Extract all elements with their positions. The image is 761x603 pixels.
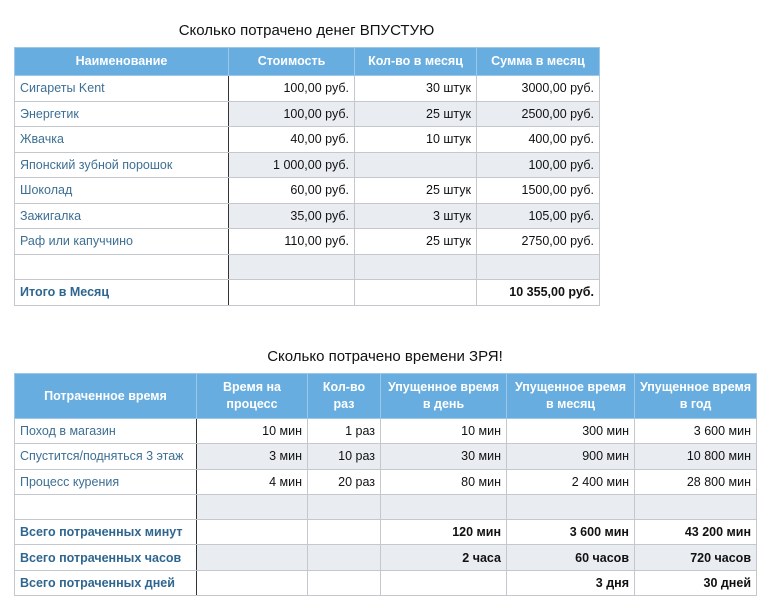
column-header: Упущенное время в месяц bbox=[507, 374, 635, 419]
row-label-cell[interactable]: Поход в магазин bbox=[15, 419, 197, 444]
value-cell[interactable]: 30 дней bbox=[635, 570, 757, 595]
header-row bbox=[15, 48, 600, 76]
value-cell[interactable]: 2 часа bbox=[381, 545, 507, 570]
value-cell[interactable]: 110,00 руб. bbox=[229, 229, 355, 255]
row-label-cell[interactable]: Процесс курения bbox=[15, 469, 197, 494]
value-cell[interactable] bbox=[197, 520, 308, 545]
column-header: Сумма в месяц bbox=[477, 48, 600, 76]
value-cell[interactable]: 60 часов bbox=[507, 545, 635, 570]
row-label-cell[interactable]: Всего потраченных часов bbox=[15, 545, 197, 570]
column-header: Упущенное время в день bbox=[381, 374, 507, 419]
table-row bbox=[15, 229, 600, 255]
row-label-cell[interactable]: Японский зубной порошок bbox=[15, 152, 229, 178]
table-row bbox=[15, 127, 600, 153]
value-cell[interactable] bbox=[197, 570, 308, 595]
value-cell[interactable]: 120 мин bbox=[381, 520, 507, 545]
value-cell[interactable]: 30 штук bbox=[355, 76, 477, 102]
value-cell[interactable]: 3 штук bbox=[355, 203, 477, 229]
value-cell[interactable]: 20 раз bbox=[308, 469, 381, 494]
column-header: Потраченное время bbox=[15, 374, 197, 419]
value-cell[interactable]: 720 часов bbox=[635, 545, 757, 570]
row-label-cell[interactable]: Шоколад bbox=[15, 178, 229, 204]
total-row bbox=[15, 520, 757, 545]
value-cell[interactable] bbox=[381, 494, 507, 519]
value-cell[interactable]: 10 800 мин bbox=[635, 444, 757, 469]
value-cell[interactable]: 3 600 мин bbox=[635, 419, 757, 444]
value-cell[interactable]: 10 штук bbox=[355, 127, 477, 153]
table-row bbox=[15, 444, 757, 469]
value-cell[interactable] bbox=[229, 280, 355, 306]
value-cell[interactable]: 3 дня bbox=[507, 570, 635, 595]
value-cell[interactable]: 1 000,00 руб. bbox=[229, 152, 355, 178]
value-cell[interactable]: 60,00 руб. bbox=[229, 178, 355, 204]
table-row bbox=[15, 494, 757, 519]
value-cell[interactable] bbox=[507, 494, 635, 519]
value-cell[interactable]: 30 мин bbox=[381, 444, 507, 469]
table-row bbox=[15, 76, 600, 102]
total-row bbox=[15, 545, 757, 570]
value-cell[interactable]: 25 штук bbox=[355, 101, 477, 127]
row-label-cell[interactable]: Спустится/подняться 3 этаж bbox=[15, 444, 197, 469]
value-cell[interactable]: 28 800 мин bbox=[635, 469, 757, 494]
value-cell[interactable]: 4 мин bbox=[197, 469, 308, 494]
value-cell[interactable] bbox=[197, 494, 308, 519]
value-cell[interactable] bbox=[635, 494, 757, 519]
value-cell[interactable]: 3 мин bbox=[197, 444, 308, 469]
value-cell[interactable]: 25 штук bbox=[355, 178, 477, 204]
value-cell[interactable]: 100,00 руб. bbox=[229, 101, 355, 127]
value-cell[interactable] bbox=[308, 520, 381, 545]
table-row bbox=[15, 152, 600, 178]
value-cell[interactable]: 10 355,00 руб. bbox=[477, 280, 600, 306]
column-header: Наименование bbox=[15, 48, 229, 76]
value-cell[interactable]: 10 мин bbox=[197, 419, 308, 444]
value-cell[interactable] bbox=[355, 254, 477, 280]
table-row bbox=[15, 254, 600, 280]
money-table bbox=[14, 47, 600, 306]
value-cell[interactable]: 1 раз bbox=[308, 419, 381, 444]
value-cell[interactable]: 10 мин bbox=[381, 419, 507, 444]
row-label-cell[interactable]: Жвачка bbox=[15, 127, 229, 153]
value-cell[interactable]: 2 400 мин bbox=[507, 469, 635, 494]
table-row bbox=[15, 178, 600, 204]
value-cell[interactable]: 3 600 мин bbox=[507, 520, 635, 545]
column-header: Кол-во в месяц bbox=[355, 48, 477, 76]
row-label-cell[interactable]: Всего потраченных минут bbox=[15, 520, 197, 545]
value-cell[interactable] bbox=[477, 254, 600, 280]
value-cell[interactable] bbox=[229, 254, 355, 280]
column-header: Кол-во раз bbox=[308, 374, 381, 419]
row-label-cell[interactable] bbox=[15, 494, 197, 519]
value-cell[interactable]: 2750,00 руб. bbox=[477, 229, 600, 255]
value-cell[interactable] bbox=[355, 152, 477, 178]
column-header: Упущенное время в год bbox=[635, 374, 757, 419]
value-cell[interactable]: 10 раз bbox=[308, 444, 381, 469]
value-cell[interactable]: 43 200 мин bbox=[635, 520, 757, 545]
header-row bbox=[15, 374, 757, 419]
value-cell[interactable]: 2500,00 руб. bbox=[477, 101, 600, 127]
value-cell[interactable]: 25 штук bbox=[355, 229, 477, 255]
value-cell[interactable]: 35,00 руб. bbox=[229, 203, 355, 229]
table-row bbox=[15, 203, 600, 229]
total-row bbox=[15, 280, 600, 306]
row-label-cell[interactable]: Энергетик bbox=[15, 101, 229, 127]
money-table-title: Сколько потрачено денег ВПУСТУЮ bbox=[178, 22, 435, 39]
time-table bbox=[14, 373, 757, 596]
column-header: Стоимость bbox=[229, 48, 355, 76]
value-cell[interactable] bbox=[308, 545, 381, 570]
total-row bbox=[15, 570, 757, 595]
table-row bbox=[15, 101, 600, 127]
value-cell[interactable]: 100,00 руб. bbox=[229, 76, 355, 102]
value-cell[interactable] bbox=[355, 280, 477, 306]
time-table-title: Сколько потрачено времени ЗРЯ! bbox=[267, 348, 503, 365]
row-label-cell[interactable]: Всего потраченных дней bbox=[15, 570, 197, 595]
value-cell[interactable] bbox=[381, 570, 507, 595]
column-header: Время на процесс bbox=[197, 374, 308, 419]
row-label-cell[interactable] bbox=[15, 254, 229, 280]
row-label-cell[interactable]: Раф или капуччино bbox=[15, 229, 229, 255]
value-cell[interactable]: 400,00 руб. bbox=[477, 127, 600, 153]
value-cell[interactable]: 80 мин bbox=[381, 469, 507, 494]
value-cell[interactable]: 1500,00 руб. bbox=[477, 178, 600, 204]
value-cell[interactable]: 105,00 руб. bbox=[477, 203, 600, 229]
value-cell[interactable] bbox=[197, 545, 308, 570]
value-cell[interactable] bbox=[308, 570, 381, 595]
value-cell[interactable]: 900 мин bbox=[507, 444, 635, 469]
row-label-cell[interactable]: Итого в Месяц bbox=[15, 280, 229, 306]
value-cell[interactable]: 3000,00 руб. bbox=[477, 76, 600, 102]
value-cell[interactable] bbox=[308, 494, 381, 519]
value-cell[interactable]: 40,00 руб. bbox=[229, 127, 355, 153]
table-row bbox=[15, 469, 757, 494]
value-cell[interactable]: 300 мин bbox=[507, 419, 635, 444]
row-label-cell[interactable]: Сигареты Kent bbox=[15, 76, 229, 102]
row-label-cell[interactable]: Зажигалка bbox=[15, 203, 229, 229]
table-row bbox=[15, 419, 757, 444]
value-cell[interactable]: 100,00 руб. bbox=[477, 152, 600, 178]
